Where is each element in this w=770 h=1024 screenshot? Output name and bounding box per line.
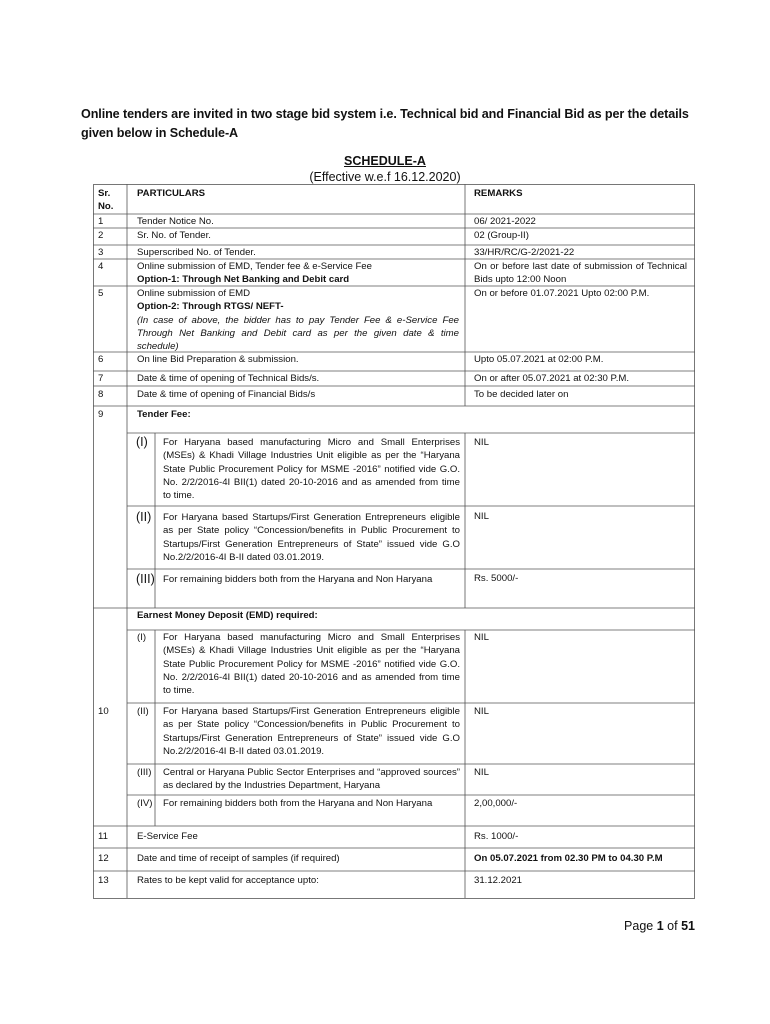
schedule-subtitle: (Effective w.e.f 16.12.2020) — [309, 170, 461, 184]
row-13-sr: 13 — [98, 875, 109, 886]
header-remarks: REMARKS — [474, 188, 523, 199]
row-12-particular: Date and time of receipt of samples (if required) — [137, 853, 340, 864]
header-sr: Sr. No. — [98, 188, 114, 213]
row-10-sub-2-num: (II) — [137, 706, 149, 717]
row-10-sub-4-remark: 2,00,000/- — [474, 798, 518, 809]
row-9-sr: 9 — [98, 409, 104, 420]
row-10-heading: Earnest Money Deposit (EMD) required: — [137, 610, 318, 621]
row-9-sub-1-num: (I) — [136, 435, 148, 449]
schedule-title: SCHEDULE-A — [344, 154, 426, 168]
row-11-remark: Rs. 1000/- — [474, 831, 519, 842]
row-1-particular: Tender Notice No. — [137, 216, 214, 227]
row-2-particular: Sr. No. of Tender. — [137, 230, 211, 241]
intro-paragraph: Online tenders are invited in two stage bid system i.e. Technical bid and Financial Bid as per the details given below in Schedule-A — [81, 107, 689, 140]
row-5-remark: On or before 01.07.2021 Upto 02:00 P.M. — [474, 288, 650, 299]
row-10-sub-2-remark: NIL — [474, 706, 489, 717]
row-9-sub-2-remark: NIL — [474, 511, 489, 522]
header-particulars: PARTICULARS — [137, 188, 206, 199]
row-10-sub-1-num: (I) — [137, 632, 147, 643]
row-1-sr: 1 — [98, 216, 104, 227]
row-10-sub-3-text: Central or Haryana Public Sector Enterprises and “approved sources” as declared by the Industries Department, Haryana — [163, 767, 460, 792]
row-3-particular: Superscribed No. of Tender. — [137, 247, 256, 258]
row-2-remark: 02 (Group-II) — [474, 230, 529, 241]
row-5-sr: 5 — [98, 288, 104, 299]
row-13-particular: Rates to be kept valid for acceptance upto: — [137, 875, 319, 886]
row-12-remark: On 05.07.2021 from 02.30 PM to 04.30 P.M — [474, 853, 663, 864]
page-number: Page 1 of 51 — [624, 919, 695, 933]
row-9-sub-3-num: (III) — [136, 572, 155, 586]
row-12-sr: 12 — [98, 853, 109, 864]
row-11-sr: 11 — [98, 831, 108, 842]
row-4-remark: On or before last date of submission of Technical Bids upto 12:00 Noon — [474, 261, 687, 286]
row-10-sub-4-num: (IV) — [137, 798, 153, 809]
row-10-sub-1-text: For Haryana based manufacturing Micro and Small Enterprises (MSEs) & Khadi Village Industries Unit eligible as per the “Haryana State Public Procurement Policy for MSME -2016” notified vide G.O. No. 2/2/2016-4I BII(1) dated 20-10-2016 and as amended from time to time. — [163, 632, 460, 697]
row-9-sub-3-text: For remaining bidders both from the Haryana and Non Haryana — [163, 574, 433, 585]
row-4-particular: Online submission of EMD, Tender fee & e-Service Fee Option-1: Through Net Banking and Debit card — [137, 261, 372, 286]
row-5-particular: Online submission of EMD Option-2: Through RTGS/ NEFT- (In case of above, the bidder has to pay Tender Fee & e-Service Fee Through Net Banking and Debit card as per the given date & time schedule) — [137, 288, 459, 353]
row-7-sr: 7 — [98, 373, 104, 384]
row-9-sub-2-num: (II) — [136, 510, 152, 524]
row-3-sr: 3 — [98, 247, 104, 258]
row-10-sr: 10 — [98, 706, 109, 717]
row-10-sub-1-remark: NIL — [474, 632, 489, 643]
row-6-particular: On line Bid Preparation & submission. — [137, 354, 299, 365]
row-9-sub-3-remark: Rs. 5000/- — [474, 573, 519, 584]
row-10-sub-3-num: (III) — [137, 767, 152, 778]
row-9-sub-1-remark: NIL — [474, 437, 489, 448]
row-10-sub-2-text: For Haryana based Startups/First Generation Entrepreneurs eligible as per State policy “Concession/benefits in Public Procurement to Startups/First Generation Entrepreneurs of State” issued vide G.O No.2/2/2016-4I B-II dated 03.01.2019. — [163, 706, 460, 757]
row-8-remark: To be decided later on — [474, 389, 569, 400]
row-9-heading: Tender Fee: — [137, 409, 191, 420]
row-10-sub-3-remark: NIL — [474, 767, 489, 778]
row-2-sr: 2 — [98, 230, 104, 241]
row-4-sr: 4 — [98, 261, 104, 272]
row-6-remark: Upto 05.07.2021 at 02:00 P.M. — [474, 354, 604, 365]
row-9-sub-1-text: For Haryana based manufacturing Micro and Small Enterprises (MSEs) & Khadi Village Industries Unit eligible as per the “Haryana State Public Procurement Policy for MSME -2016” notified vide G.O. No. 2/2/2016-4I BII(1) dated 20-10-2016 and as amended from time to time. — [163, 437, 460, 502]
row-1-remark: 06/ 2021-2022 — [474, 216, 536, 227]
row-7-particular: Date & time of opening of Technical Bids/s. — [137, 373, 320, 384]
row-11-particular: E-Service Fee — [137, 831, 198, 842]
row-7-remark: On or after 05.07.2021 at 02:30 P.M. — [474, 373, 630, 384]
schedule-table — [93, 184, 695, 899]
row-8-particular: Date & time of opening of Financial Bids/s — [137, 389, 316, 400]
row-9-sub-2-text: For Haryana based Startups/First Generation Entrepreneurs eligible as per State policy “Concession/benefits in Public Procurement to Startups/First Generation Entrepreneurs of State” issued vide G.O No.2/2/2016-4I B-II dated 03.01.2019. — [163, 512, 460, 563]
row-13-remark: 31.12.2021 — [474, 875, 523, 886]
row-10-sub-4-text: For remaining bidders both from the Haryana and Non Haryana — [163, 798, 433, 809]
row-3-remark: 33/HR/RC/G-2/2021-22 — [474, 247, 575, 258]
row-8-sr: 8 — [98, 389, 104, 400]
row-6-sr: 6 — [98, 354, 104, 365]
